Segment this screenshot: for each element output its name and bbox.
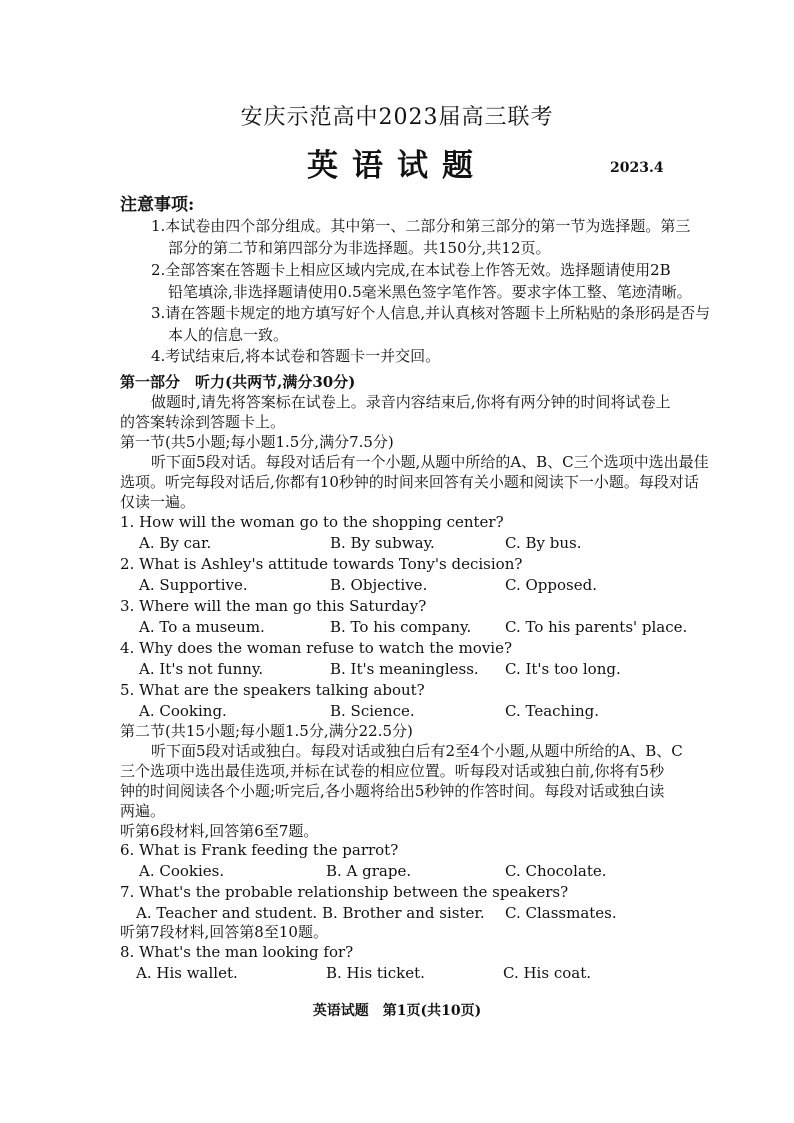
- question-5-option-c: C. Teaching.: [505, 702, 600, 720]
- question-7-option-b: B. Brother and sister.: [322, 904, 485, 922]
- section2-intro-line-4: 两遍。: [120, 802, 166, 820]
- section1-intro-line-1: 听下面5段对话。每段对话后有一个小题,从题中所给的A、B、C三个选项中选出最佳: [151, 453, 709, 471]
- notice-item-1-line-1: 1.本试卷由四个部分组成。其中第一、二部分和第三部分的第一节为选择题。第三: [151, 217, 691, 235]
- question-2-option-b: B. Objective.: [330, 576, 428, 594]
- part1-intro-line-1: 做题时,请先将答案标在试卷上。录音内容结束后,你将有两分钟的时间将试卷上: [151, 393, 671, 411]
- question-1-option-b: B. By subway.: [330, 534, 435, 552]
- section2-heading: 第二节(共15小题;每小题1.5分,满分22.5分): [120, 722, 413, 740]
- question-5-option-a: A. Cooking.: [139, 702, 227, 720]
- question-2-stem: 2. What is Ashley's attitude towards Tony's decision?: [120, 555, 523, 573]
- part1-heading: 第一部分 听力(共两节,满分30分): [120, 373, 356, 391]
- material-note-6: 听第6段材料,回答第6至7题。: [120, 822, 319, 840]
- notice-item-2-line-2: 铅笔填涂,非选择题请使用0.5毫米黑色签字笔作答。要求字体工整、笔迹清晰。: [168, 283, 692, 301]
- page-footer: 英语试题 第1页(共10页): [312, 1003, 482, 1019]
- section2-intro-line-2: 三个选项中选出最佳选项,并标在试卷的相应位置。听每段对话或独白前,你将有5秒: [120, 762, 665, 780]
- question-6-stem: 6. What is Frank feeding the parrot?: [120, 841, 399, 859]
- question-4-option-c: C. It's too long.: [505, 660, 621, 678]
- question-8-option-c: C. His coat.: [503, 964, 591, 982]
- material-note-7: 听第7段材料,回答第8至10题。: [120, 923, 328, 941]
- notice-item-4: 4.考试结束后,将本试卷和答题卡一并交回。: [151, 347, 441, 365]
- question-8-option-b: B. His ticket.: [326, 964, 425, 982]
- question-3-option-a: A. To a museum.: [139, 618, 265, 636]
- question-8-stem: 8. What's the man looking for?: [120, 943, 354, 961]
- question-7-stem: 7. What's the probable relationship between the speakers?: [120, 883, 569, 901]
- section2-intro-line-1: 听下面5段对话或独白。每段对话或独白后有2至4个小题,从题中所给的A、B、C: [151, 742, 683, 760]
- question-4-option-b: B. It's meaningless.: [330, 660, 479, 678]
- section1-intro-line-3: 仅读一遍。: [120, 493, 196, 511]
- question-5-stem: 5. What are the speakers talking about?: [120, 681, 425, 699]
- section1-heading: 第一节(共5小题;每小题1.5分,满分7.5分): [120, 433, 394, 451]
- notice-item-2-line-1: 2.全部答案在答题卡上相应区域内完成,在本试卷上作答无效。选择题请使用2B: [151, 261, 671, 279]
- question-1-option-a: A. By car.: [139, 534, 212, 552]
- question-1-option-c: C. By bus.: [505, 534, 582, 552]
- exam-title-line: 安庆示范高中2023届高三联考: [240, 105, 554, 130]
- section2-intro-line-3: 钟的时间阅读各个小题;听完后,各小题将给出5秒钟的作答时间。每段对话或独白读: [120, 782, 665, 800]
- notice-item-1-line-2: 部分的第二节和第四部分为非选择题。共150分,共12页。: [168, 239, 551, 257]
- part1-intro-line-2: 的答案转涂到答题卡上。: [120, 413, 286, 431]
- question-2-option-c: C. Opposed.: [505, 576, 597, 594]
- question-4-stem: 4. Why does the woman refuse to watch the movie?: [120, 639, 513, 657]
- question-5-option-b: B. Science.: [330, 702, 415, 720]
- exam-date: 2023.4: [610, 160, 664, 176]
- question-6-option-a: A. Cookies.: [139, 862, 225, 880]
- notice-title: 注意事项:: [120, 195, 195, 215]
- question-6-option-b: B. A grape.: [326, 862, 412, 880]
- section1-intro-line-2: 选项。听完每段对话后,你都有10秒钟的时间来回答有关小题和阅读下一小题。每段对话: [120, 473, 699, 491]
- notice-item-3-line-1: 3.请在答题卡规定的地方填写好个人信息,并认真核对答题卡上所粘贴的条形码是否与: [151, 304, 711, 322]
- question-3-stem: 3. Where will the man go this Saturday?: [120, 597, 427, 615]
- question-2-option-a: A. Supportive.: [139, 576, 248, 594]
- subject-title: 英语试题: [307, 148, 487, 184]
- question-1-stem: 1. How will the woman go to the shopping center?: [120, 513, 504, 531]
- question-6-option-c: C. Chocolate.: [505, 862, 607, 880]
- question-4-option-a: A. It's not funny.: [139, 660, 264, 678]
- question-3-option-b: B. To his company.: [330, 618, 472, 636]
- question-7-option-a: A. Teacher and student.: [136, 904, 318, 922]
- question-8-option-a: A. His wallet.: [136, 964, 238, 982]
- question-7-option-c: C. Classmates.: [505, 904, 617, 922]
- notice-item-3-line-2: 本人的信息一致。: [168, 326, 289, 344]
- question-3-option-c: C. To his parents' place.: [505, 618, 688, 636]
